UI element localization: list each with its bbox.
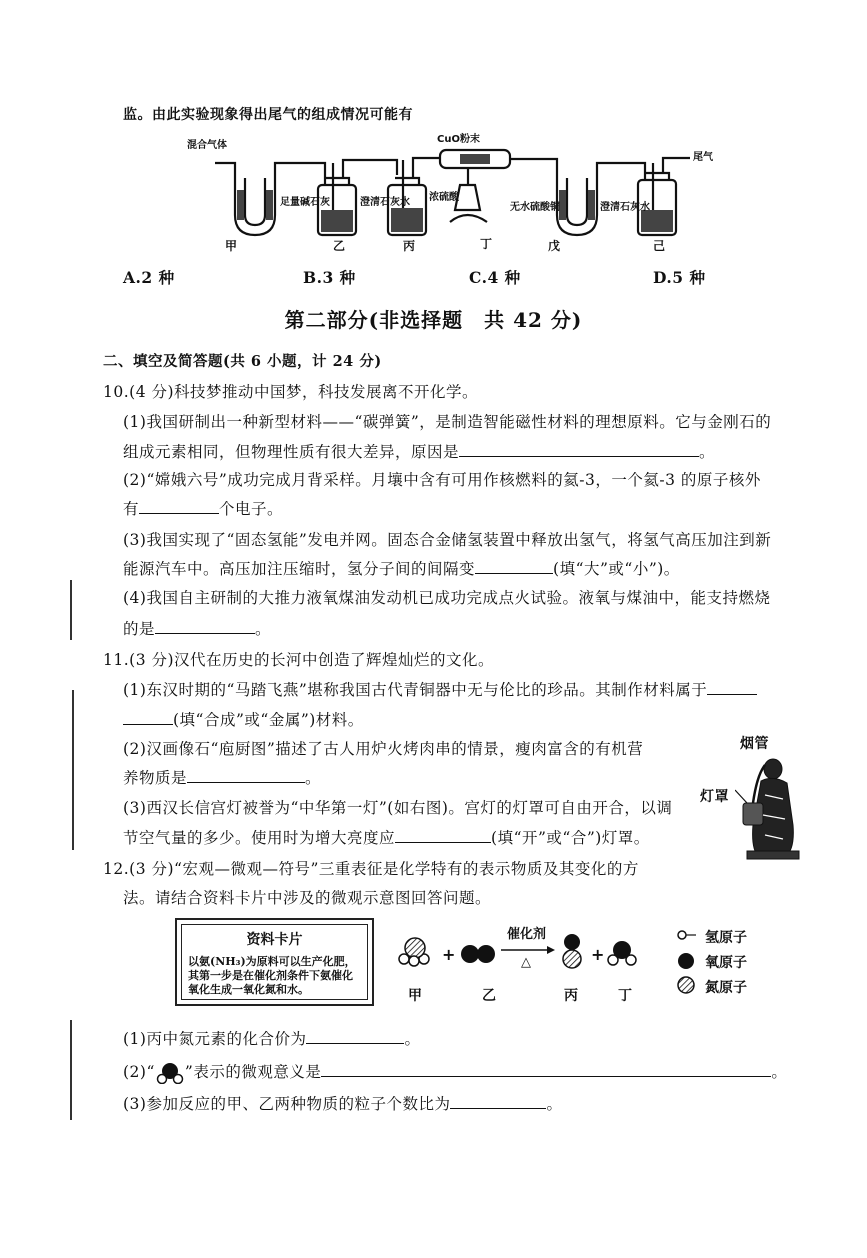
q10-p4a: (4)我国自主研制的大推力液氧煤油发动机已成功完成点火试验。液氧与煤油中，能支持燃烧 [123,589,771,607]
q12-q3-pre: (3)参加反应的甲、乙两种物质的粒子个数比为 [123,1095,451,1113]
q10-answer-3[interactable] [475,559,553,574]
q12-q1-post: 。 [404,1030,421,1048]
q10-p2a: (2)“嫦娥六号”成功完成月背采样。月壤中含有可用作核燃料的氦-3，一个氦-3 的原子核外 [123,471,761,489]
reaction-diagram [395,920,645,990]
q10-p2b [123,497,283,519]
q10-p1a: (1)我国研制出一种新型材料——“碳弹簧”，是制造智能磁性材料的理想原料。它与金刚石的 [123,413,772,431]
hydrogen-atom-icon [678,931,686,939]
q12-answer-2[interactable] [321,1062,771,1077]
water-molecule-icon [155,1062,185,1084]
q11-answer-2[interactable] [187,768,305,783]
palace-lamp-figure [735,755,810,865]
q11-answer-3[interactable] [395,828,491,843]
reagent-1: 足量碱石灰 [280,197,330,208]
reagent-6: 澄清石灰水 [600,202,650,213]
q10-p1b-end: 。 [699,443,716,461]
margin-mark-1 [70,580,72,640]
q12-answer-3[interactable] [450,1094,546,1109]
q11-p2b [123,766,321,788]
q12-answer-1[interactable] [306,1029,404,1044]
part-title: 第二部分(非选择题 共 42 分) [284,308,583,332]
q10-stem: 10.(4 分)科技梦推动中国梦，科技发展离不开化学。 [103,383,479,401]
nitrogen-atom-icon [678,977,694,993]
q10-answer-2[interactable] [139,499,219,514]
q10-p3b [123,557,680,579]
option-d[interactable]: D.5 种 [653,268,706,287]
label-yi: 乙 [333,239,346,253]
legend-hydrogen: 氢原子 [705,930,747,946]
q12-q1-pre: (1)丙中氮元素的化合价为 [123,1030,307,1048]
label-ding: 丁 [480,237,493,251]
data-card [175,918,374,1006]
q11-p3b [123,826,650,848]
q10-p3a: (3)我国实现了“固态氢能”发电并网。固态合金储氢装置中释放出氢气，将氢气高压加注到新 [123,531,772,549]
heat-label: △ [521,955,531,970]
q12-q2 [123,1060,787,1084]
option-c[interactable]: C.4 种 [469,268,521,287]
q11-p1b-post: (填“合成”或“金属”)材料。 [173,711,364,729]
legend-oxygen: 氧原子 [705,955,747,971]
apparatus-diagram [175,130,735,255]
q11-p3b-post: (填“开”或“合”)灯罩。 [491,829,650,847]
reagent-4: CuO粉末 [437,134,480,145]
q10-p2b-post: 个电子。 [219,500,284,518]
q12-q2-post: 。 [771,1063,788,1081]
species-yi: 乙 [482,988,497,1004]
plus-1: + [442,945,456,964]
tail-gas: 尾气 [693,152,713,163]
q11-p3a: (3)西汉长信宫灯被誉为“中华第一灯”(如右图)。宫灯的灯罩可自由开合，以调 [123,799,673,817]
q11-stem: 11.(3 分)汉代在历史的长河中创造了辉煌灿烂的文化。 [103,651,495,669]
label-wu: 戊 [548,239,561,253]
label-jia: 甲 [225,239,238,253]
q10-p4b-post: 。 [255,620,272,638]
atom-legend-icons [674,925,704,995]
reagent-3: 浓硫酸 [429,192,459,203]
reagent-5: 无水硫酸铜 [510,202,560,213]
catalyst-label: 催化剂 [507,927,547,942]
q12-stem-a: 12.(3 分)“宏观—微观—符号”三重表征是化学特有的表示物质及其变化的方 [103,860,639,878]
q11-answer-1a[interactable] [707,680,757,695]
reagent-2: 澄清石灰水 [360,197,410,208]
q10-answer-1[interactable] [459,442,699,457]
oxygen-atom-icon [678,953,694,969]
q11-answer-1b[interactable] [123,710,173,725]
q11-p1a [123,678,757,700]
option-b[interactable]: B.3 种 [303,268,356,287]
margin-mark-2 [72,690,74,850]
q10-p3b-pre: 能源汽车中。高压加注压缩时，氢分子间的间隔变 [123,560,476,578]
q11-p1b [123,708,364,730]
q11-p3b-pre: 节空气量的多少。使用时为增大亮度应 [123,829,396,847]
q12-stem-b: 法。请结合资料卡片中涉及的微观示意图回答问题。 [123,889,492,907]
q10-p3b-post: (填“大”或“小”)。 [553,560,680,578]
card-title: 资料卡片 [246,932,303,948]
option-a[interactable]: A.2 种 [123,268,175,287]
q10-answer-4[interactable] [155,619,255,634]
q10-p4b-pre: 的是 [123,620,156,638]
q11-p2b-pre: 养物质是 [123,769,188,787]
lamp-label-shade: 灯罩 [700,789,729,805]
label-ji: 己 [653,239,666,253]
q12-q3-post: 。 [546,1095,563,1113]
q12-q3 [123,1092,562,1114]
q12-q1 [123,1027,420,1049]
species-bing: 丙 [564,988,579,1004]
species-ding: 丁 [618,988,633,1004]
q10-p4b [123,617,271,639]
q11-p1a-text: (1)东汉时期的“马踏飞燕”堪称我国古代青铜器中无与伦比的珍品。其制作材料属于 [123,681,708,699]
q10-p2b-pre: 有 [123,500,140,518]
lamp-label-pipe: 烟管 [740,736,769,752]
legend-nitrogen: 氮原子 [705,980,747,996]
q10-p1b-text: 组成元素相同，但物理性质有很大差异，原因是 [123,443,460,461]
card-text: 以氨(NH₃)为原料可以生产化肥，其第一步是在催化剂条件下氨催化氧化生成一氧化氮和水。 [188,955,356,996]
intro-line: 监。由此实验现象得出尾气的组成情况可能有 [123,107,413,123]
q11-p2b-post: 。 [305,769,322,787]
margin-mark-3 [70,1020,72,1120]
plus-2: + [591,945,605,964]
q12-q2-mid: ”表示的微观意义是 [184,1063,322,1081]
species-jia: 甲 [408,988,423,1004]
label-bing: 丙 [403,239,416,253]
section-header: 二、填空及简答题(共 6 小题，计 24 分) [103,353,382,370]
gas-label: 混合气体 [187,140,227,151]
q10-p1b [123,440,715,462]
q11-p2a: (2)汉画像石“庖厨图”描述了古人用炉火烤肉串的情景，瘦肉富含的有机营 [123,740,644,758]
q12-q2-pre: (2)“ [123,1063,155,1081]
